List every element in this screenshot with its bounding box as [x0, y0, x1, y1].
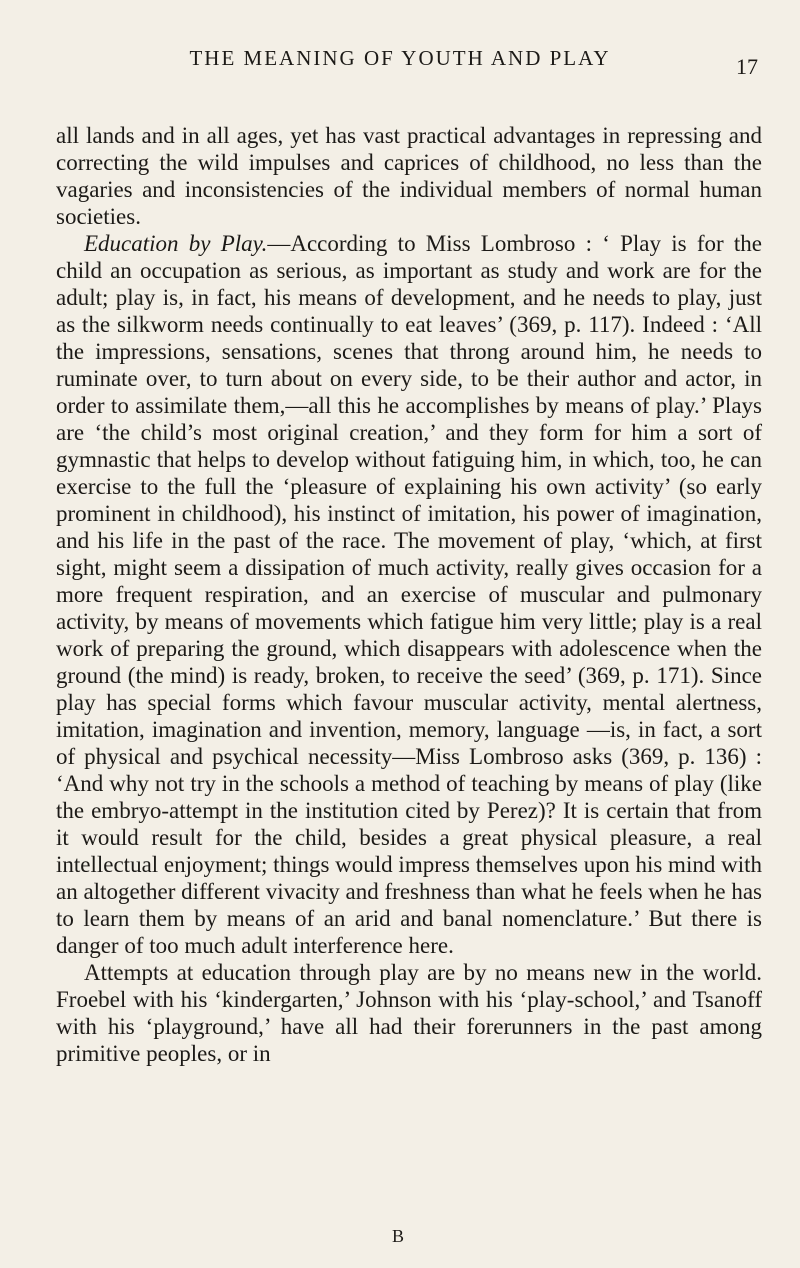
paragraph-2-text: —According to Miss Lombroso : ‘ Play is for the child an occupation as serious, as important as study and work are for the adult; play is, in fact, his means of development, and he needs to play, just as the silkworm needs continually to eat leaves’ (369, p. 117). Indeed : ‘All the impressions, sensations, scenes that throng around him, he needs to ruminate over, to turn about on every side, to be their author and actor, in order to assimilate them,—all this he accomplishes by means of play.’ Plays are ‘the child’s most original creation,’ and they form for him a sort of gymnastic that helps to develop without fatiguing him, in which, too, he can exercise to the full the ‘pleasure of explaining his own activity’ (so early prominent in childhood), his instinct of imitation, his power of imagination, and his life in the past of the race. The movement of play, ‘which, at first sight, might seem a dissipation of much activity, really gives occasion for a more frequent respiration, and an exercise of muscular and pulmonary activity, by means of movements which fatigue him very little; play is a real work of preparing the ground, which disappears with adolescence when the ground (the mind) is ready, broken, to receive the seed’ (369, p. 171). Since play has special forms which favour muscular activity, mental alertness, imitation, imagination and invention, memory, language —is, in fact, a sort of physical and psychical necessity—Miss Lombroso asks (369, p. 136) : ‘And why not try in the schools a method of teaching by means of play (like the embryo-attempt in the institution cited by Perez)? It is certain that from it would result for the child, besides a great physical pleasure, a real intellectual enjoyment; things would impress themselves upon his mind with an altogether different vivacity and freshness than what he feels when he has to learn them by means of an arid and banal nomenclature.’ But there is danger of too much adult interference here. [56, 231, 762, 958]
paragraph-3: Attempts at education through play are by no means new in the world. Froebel with his ‘kindergarten,’ Johnson with his ‘play-school,’ and Tsanoff with his ‘playground,’ have all had their forerunners in the past among primitive peoples, or in [56, 960, 762, 1066]
running-head: THE MEANING OF YOUTH AND PLAY [189, 46, 611, 70]
paragraph-1: all lands and in all ages, yet has vast practical advantages in repressing and correcting the wild impulses and caprices of childhood, no less than the vagaries and inconsistencies of the individual members of normal human societies. [56, 123, 762, 229]
page-number: 17 [736, 54, 758, 79]
body-text [56, 122, 762, 1067]
signature-mark: B [392, 1226, 405, 1246]
paragraph-2 [56, 230, 762, 959]
section-heading-education-by-play: Education by Play. [84, 231, 268, 256]
